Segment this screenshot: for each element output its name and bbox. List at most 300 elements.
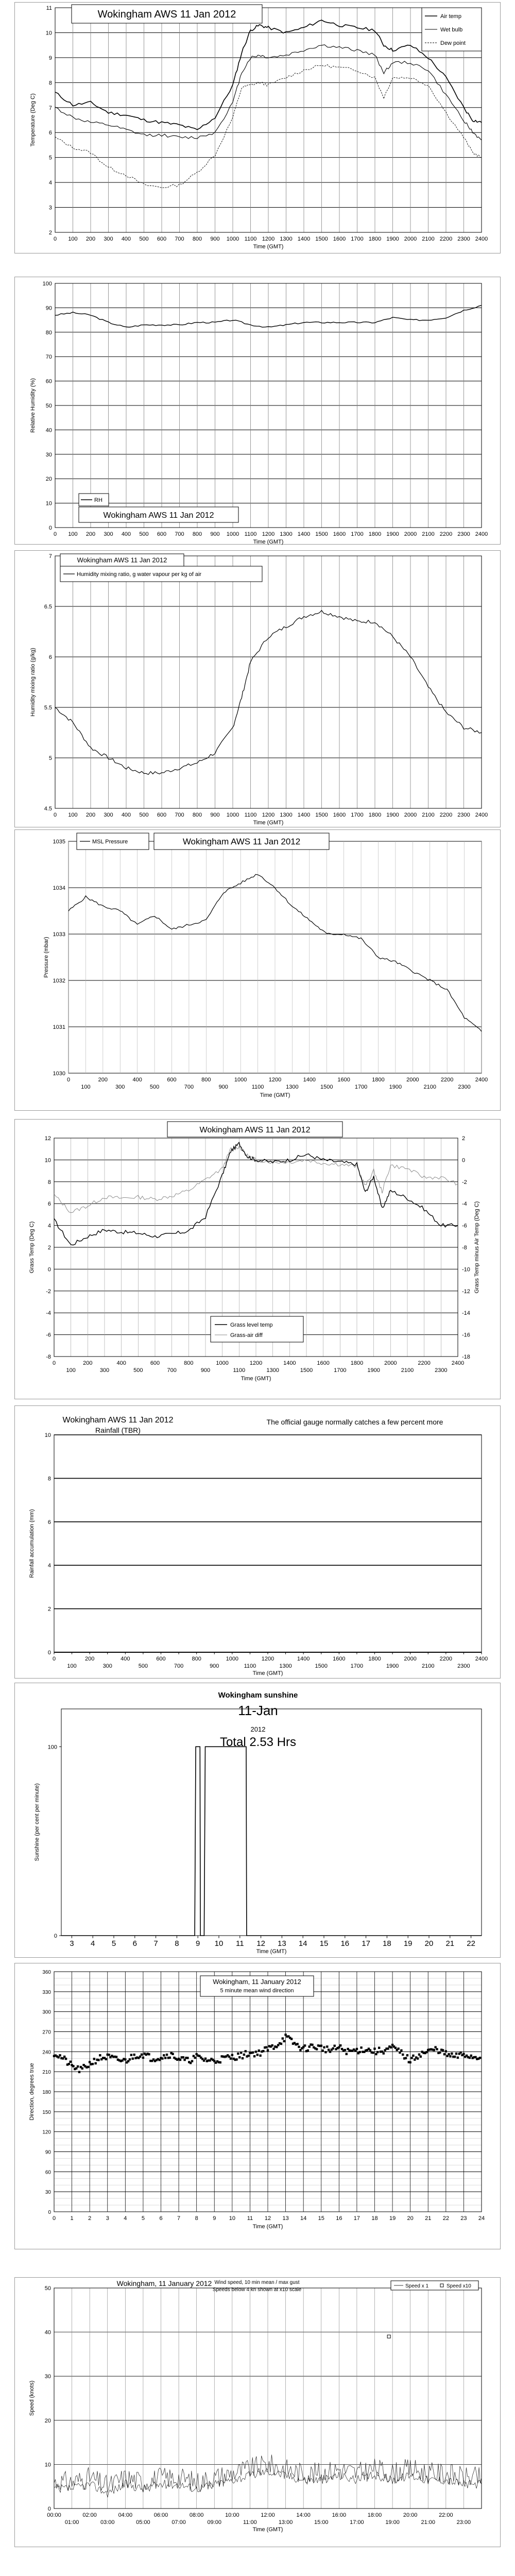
x-tick-label: 1700 — [350, 1663, 364, 1669]
x-tick-label: 300 — [102, 1663, 112, 1669]
data-point — [344, 2049, 346, 2051]
data-point — [329, 2050, 331, 2053]
mixing-ratio-chart — [14, 550, 501, 827]
data-point — [455, 2053, 457, 2055]
data-point — [105, 2058, 107, 2060]
x-tick-label: 1000 — [226, 1656, 239, 1662]
data-point — [191, 2060, 193, 2062]
y2-tick-label: -14 — [462, 1310, 470, 1317]
y-tick-label: 1034 — [53, 885, 65, 891]
x-tick-label: 20 — [424, 1939, 434, 1948]
data-point — [425, 2051, 427, 2053]
data-point — [258, 2049, 260, 2052]
data-point — [323, 2046, 325, 2048]
data-point — [399, 2052, 401, 2054]
x-tick-label: 500 — [133, 1367, 143, 1374]
x-tick-label: 1300 — [286, 1084, 299, 1090]
y-axis-label: Grass Temp (Deg C) — [29, 1221, 35, 1274]
y-axis-label: Direction, degrees true — [29, 2063, 35, 2121]
x-tick-label: 11 — [247, 2215, 253, 2222]
data-point — [129, 2058, 131, 2060]
x-tick-label: 500 — [149, 1084, 160, 1090]
x-tick-label: 22 — [442, 2215, 449, 2222]
x-axis-label: Time (GMT) — [252, 1670, 283, 1676]
x-tick-label: 1400 — [297, 1656, 310, 1662]
x-tick-label: 1900 — [367, 1367, 380, 1374]
data-point — [194, 2057, 196, 2059]
x-tick-label: 1200 — [249, 1360, 263, 1366]
x-tick-label: 1800 — [368, 531, 382, 537]
x-tick-label: 1900 — [389, 1084, 402, 1090]
x-tick-label: 1100 — [244, 236, 257, 242]
data-point — [230, 2057, 232, 2059]
x-tick-label: 6 — [132, 1939, 137, 1948]
x-tick-label: 03:00 — [100, 2519, 115, 2526]
x-tick-label: 1000 — [234, 1077, 247, 1083]
x-tick-label: 1200 — [262, 812, 275, 818]
data-point — [454, 2056, 456, 2058]
data-point — [179, 2059, 181, 2061]
x-tick-label: 11 — [236, 1939, 244, 1948]
x-tick-label: 0 — [53, 236, 57, 242]
x-tick-label: 13 — [282, 2215, 289, 2222]
data-point — [183, 2059, 185, 2061]
plot-border — [54, 1435, 482, 1652]
x-axis-label: Time (GMT) — [256, 1948, 287, 1955]
legend-label: RH — [94, 497, 102, 503]
y-tick-label: 120 — [42, 2129, 51, 2136]
x-tick-label: 18 — [383, 1939, 391, 1948]
x-tick-label: 700 — [175, 531, 184, 537]
data-point — [412, 2055, 414, 2057]
data-point — [397, 2047, 399, 2049]
y-tick-label: 10 — [45, 500, 52, 507]
data-point — [298, 2046, 300, 2048]
x-tick-label: 900 — [210, 812, 220, 818]
x-tick-label: 2300 — [457, 531, 470, 537]
data-point — [324, 2051, 327, 2053]
x-axis-label: Time (GMT) — [253, 820, 284, 826]
data-point — [219, 2061, 221, 2063]
x-tick-label: 11:00 — [243, 2519, 257, 2526]
x-tick-label: 400 — [121, 531, 131, 537]
x-tick-label: 100 — [67, 1663, 77, 1669]
data-point — [256, 2054, 259, 2056]
y2-tick-label: 0 — [462, 1157, 466, 1164]
chart-title: Wokingham AWS 11 Jan 2012 — [103, 511, 214, 520]
x-tick-label: 5 — [111, 1939, 116, 1948]
legend-label: Wet bulb — [440, 27, 463, 33]
rainfall-chart — [14, 1405, 501, 1679]
x-tick-label: 09:00 — [207, 2519, 222, 2526]
data-point — [87, 2066, 89, 2068]
pressure-chart — [14, 829, 501, 1111]
x-tick-label: 17 — [362, 1939, 370, 1948]
data-point — [57, 2056, 59, 2058]
x-tick-label: 200 — [85, 531, 96, 537]
data-point — [390, 2046, 392, 2048]
data-point — [70, 2061, 72, 2063]
data-point — [166, 2054, 168, 2056]
x-tick-label: 200 — [84, 1656, 95, 1662]
x-axis-label: Time (GMT) — [253, 244, 284, 250]
x-tick-label: 0 — [53, 812, 57, 818]
legend-label: Grass level temp — [230, 1322, 273, 1328]
x-tick-label: 2100 — [422, 236, 435, 242]
x-tick-label: 1500 — [315, 531, 328, 537]
data-point — [276, 2046, 278, 2048]
y-tick-label: 10 — [44, 1432, 51, 1438]
chart-annotation: The official gauge normally catches a few percent more — [266, 1418, 443, 1426]
y-tick-label: 1030 — [53, 1071, 65, 1077]
x-axis-label: Time (GMT) — [260, 1092, 290, 1098]
x-tick-label: 05:00 — [136, 2519, 150, 2526]
data-point — [373, 2047, 375, 2049]
y-tick-label: 8 — [47, 1476, 51, 1482]
x-tick-label: 0 — [53, 531, 57, 537]
x-tick-label: 0 — [66, 1077, 71, 1083]
y-tick-label: 240 — [42, 2049, 51, 2056]
data-point — [360, 2046, 362, 2048]
y-tick-label: 0 — [47, 1266, 51, 1273]
data-point — [387, 2335, 390, 2338]
x-tick-label: 600 — [150, 1360, 160, 1366]
y-tick-label: 10 — [44, 1157, 51, 1164]
legend-label: Air temp — [440, 13, 461, 20]
y-axis-label: Pressure (mbar) — [43, 937, 49, 978]
data-point — [307, 2049, 309, 2052]
x-tick-label: 600 — [167, 1077, 177, 1083]
data-point — [182, 2056, 184, 2058]
y-tick-label: 20 — [44, 2417, 51, 2424]
data-point — [164, 2057, 166, 2059]
data-point — [457, 2057, 459, 2059]
y-tick-label: 1031 — [53, 1024, 65, 1030]
y-tick-label: 6 — [47, 1201, 51, 1208]
y-tick-label: 30 — [44, 2374, 51, 2380]
y-tick-label: 20 — [45, 476, 52, 483]
x-tick-label: 9 — [196, 1939, 200, 1948]
x-tick-label: 1800 — [350, 1360, 364, 1366]
y-tick-label: 5 — [48, 155, 52, 161]
data-point — [163, 2054, 165, 2056]
y-tick-label: 6 — [47, 1519, 51, 1526]
x-tick-label: 2100 — [423, 1084, 436, 1090]
y-tick-label: 12 — [44, 1136, 51, 1142]
data-point — [265, 2046, 267, 2048]
chart-subtitle: 5 minute mean wind direction — [220, 1988, 294, 1994]
x-tick-label: 2000 — [384, 1360, 397, 1366]
data-point — [255, 2050, 257, 2053]
x-tick-label: 2200 — [418, 1360, 431, 1366]
y-tick-label: 90 — [45, 2149, 51, 2156]
y-tick-label: -8 — [46, 1354, 51, 1360]
x-tick-label: 400 — [132, 1077, 142, 1083]
chart-title: Wokingham AWS 11 Jan 2012 — [62, 1416, 174, 1425]
legend-label: Speed x 1 — [405, 2283, 429, 2289]
x-tick-label: 400 — [121, 812, 131, 818]
data-point — [387, 2047, 389, 2049]
data-point — [346, 2053, 348, 2055]
x-tick-label: 07:00 — [171, 2519, 186, 2526]
x-tick-label: 1100 — [251, 1084, 264, 1090]
x-tick-label: 16 — [336, 2215, 342, 2222]
x-tick-label: 06:00 — [153, 2512, 168, 2518]
x-tick-label: 800 — [201, 1077, 211, 1083]
data-point — [93, 2058, 95, 2060]
x-tick-label: 700 — [184, 1084, 194, 1090]
data-point — [108, 2054, 110, 2056]
data-point — [252, 2052, 254, 2054]
y-tick-label: 330 — [42, 1989, 51, 1995]
x-tick-label: 3 — [70, 1939, 74, 1948]
data-point — [378, 2047, 380, 2049]
x-tick-label: 800 — [184, 1360, 194, 1366]
x-tick-label: 1600 — [333, 236, 346, 242]
chart-title: Wokingham AWS 11 Jan 2012 — [97, 9, 236, 21]
x-tick-label: 1000 — [216, 1360, 229, 1366]
data-point — [171, 2053, 174, 2055]
data-point — [333, 2045, 335, 2047]
data-point — [59, 2054, 61, 2056]
data-point — [449, 2055, 451, 2057]
legend-label: Grass-air diff — [230, 1332, 263, 1338]
y-tick-label: 30 — [45, 2190, 51, 2196]
x-tick-label: 6 — [159, 2215, 163, 2222]
x-tick-label: 300 — [115, 1084, 125, 1090]
data-point — [203, 2059, 205, 2061]
x-tick-label: 14:00 — [296, 2512, 311, 2518]
x-tick-label: 2300 — [457, 812, 470, 818]
y-tick-label: 0 — [54, 1933, 57, 1939]
data-point — [148, 2053, 150, 2055]
y2-tick-label: -16 — [462, 1332, 470, 1338]
y2-tick-label: -10 — [462, 1266, 470, 1273]
x-tick-label: 16 — [340, 1939, 350, 1948]
y-tick-label: 2 — [47, 1245, 51, 1251]
x-tick-label: 15 — [318, 2215, 324, 2222]
x-tick-label: 12:00 — [261, 2512, 275, 2518]
legend-label: Dew point — [440, 40, 466, 46]
x-tick-label: 200 — [98, 1077, 108, 1083]
data-point — [280, 2043, 282, 2045]
x-tick-label: 500 — [139, 812, 149, 818]
x-tick-label: 3 — [106, 2215, 109, 2222]
x-tick-label: 500 — [138, 1663, 148, 1669]
data-point — [451, 2053, 453, 2055]
x-tick-label: 17:00 — [350, 2519, 364, 2526]
data-point — [369, 2049, 371, 2051]
x-tick-label: 800 — [192, 236, 202, 242]
x-tick-label: 1500 — [320, 1084, 333, 1090]
x-tick-label: 0 — [52, 2215, 56, 2222]
x-tick-label: 1300 — [279, 1663, 292, 1669]
y-tick-label: 8 — [48, 80, 52, 87]
data-point — [328, 2048, 330, 2050]
x-tick-label: 20:00 — [403, 2512, 418, 2518]
x-tick-label: 900 — [210, 531, 220, 537]
x-tick-label: 100 — [68, 812, 78, 818]
data-point — [65, 2058, 67, 2060]
x-tick-label: 02:00 — [82, 2512, 97, 2518]
data-point — [469, 2057, 471, 2059]
data-point — [479, 2057, 481, 2059]
y-tick-label: 70 — [45, 354, 52, 361]
x-tick-label: 15:00 — [314, 2519, 329, 2526]
y-tick-label: 30 — [45, 451, 52, 458]
y-axis-label: Rainfall accumulation (mm) — [29, 1509, 35, 1578]
y-tick-label: 210 — [42, 2070, 51, 2076]
data-point — [89, 2061, 91, 2063]
data-point — [418, 2054, 420, 2056]
y-axis-label: Humidity mixing ratio (g/kg) — [30, 648, 36, 717]
x-tick-label: 100 — [68, 236, 78, 242]
x-tick-label: 1900 — [386, 531, 399, 537]
x-tick-label: 5 — [141, 2215, 145, 2222]
chart-subtitle: 11-Jan — [238, 1703, 278, 1718]
x-tick-label: 20 — [407, 2215, 414, 2222]
x-tick-label: 600 — [157, 531, 167, 537]
x-tick-label: 1600 — [317, 1360, 330, 1366]
x-tick-label: 1700 — [351, 531, 364, 537]
x-tick-label: 10 — [214, 1939, 224, 1948]
x-tick-label: 900 — [200, 1367, 211, 1374]
y-tick-label: 10 — [44, 2462, 51, 2468]
x-tick-label: 14 — [298, 1939, 307, 1948]
x-tick-label: 15 — [319, 1939, 329, 1948]
data-point — [383, 2052, 385, 2054]
x-tick-label: 24 — [478, 2215, 485, 2222]
data-point — [245, 2050, 247, 2052]
data-point — [448, 2053, 450, 2055]
y-tick-label: 40 — [44, 2329, 51, 2336]
y-tick-label: 4 — [47, 1223, 51, 1229]
y2-tick-label: -12 — [462, 1288, 470, 1295]
y-tick-label: 0 — [47, 1650, 51, 1656]
data-point — [433, 2049, 435, 2051]
data-point — [141, 2054, 143, 2056]
temperature-chart — [14, 2, 501, 253]
data-point — [235, 2058, 237, 2060]
x-tick-label: 700 — [175, 812, 184, 818]
y-tick-label: 11 — [46, 5, 52, 11]
data-point — [283, 2040, 285, 2042]
data-point — [320, 2045, 322, 2047]
y-tick-label: 50 — [45, 403, 52, 409]
x-tick-label: 2200 — [439, 1656, 453, 1662]
x-tick-label: 1600 — [333, 1656, 346, 1662]
y-tick-label: 1035 — [53, 839, 65, 845]
x-tick-label: 1900 — [386, 1663, 399, 1669]
x-tick-label: 2400 — [475, 812, 488, 818]
y-tick-label: 50 — [44, 2285, 51, 2292]
x-tick-label: 18:00 — [367, 2512, 382, 2518]
y-tick-label: 0 — [48, 525, 52, 531]
data-point — [358, 2051, 360, 2053]
y2-tick-label: -18 — [462, 1354, 470, 1360]
data-point — [77, 2065, 79, 2067]
data-point — [186, 2057, 188, 2059]
y-tick-label: 0 — [48, 2210, 51, 2215]
y2-tick-label: -2 — [462, 1179, 467, 1185]
x-tick-label: 2100 — [422, 812, 435, 818]
data-point — [445, 2050, 447, 2052]
y-tick-label: 300 — [42, 2009, 51, 2015]
x-tick-label: 900 — [218, 1084, 228, 1090]
data-point — [296, 2043, 298, 2045]
x-tick-label: 23:00 — [456, 2519, 471, 2526]
x-tick-label: 800 — [192, 812, 202, 818]
chart-title: Wokingham, 11 January 2012 — [116, 2279, 212, 2287]
x-tick-label: 300 — [104, 531, 113, 537]
y-tick-label: 6.5 — [44, 604, 52, 610]
y-tick-label: 7 — [48, 105, 52, 111]
x-tick-label: 8 — [195, 2215, 198, 2222]
data-point — [259, 2055, 261, 2057]
x-tick-label: 1400 — [283, 1360, 296, 1366]
y-tick-label: 60 — [45, 2170, 51, 2176]
x-tick-label: 1000 — [226, 531, 239, 537]
legend-label: Speed x10 — [447, 2283, 471, 2289]
y-axis-label: Temperature (Deg C) — [30, 93, 36, 147]
y2-tick-label: 2 — [462, 1136, 466, 1142]
data-point — [414, 2059, 416, 2061]
data-point — [470, 2055, 472, 2057]
x-axis-label: Time (GMT) — [252, 2527, 283, 2533]
x-tick-label: 16:00 — [332, 2512, 347, 2518]
x-tick-label: 1700 — [354, 1084, 368, 1090]
x-axis-label: Time (GMT) — [252, 2224, 283, 2230]
x-tick-label: 2200 — [439, 531, 453, 537]
x-tick-label: 2400 — [475, 236, 488, 242]
data-point — [72, 2065, 74, 2067]
data-point — [400, 2049, 402, 2052]
x-tick-label: 1000 — [226, 236, 239, 242]
x-tick-label: 1 — [70, 2215, 74, 2222]
x-tick-label: 2100 — [401, 1367, 414, 1374]
y-tick-label: 4 — [48, 180, 52, 187]
y-tick-label: 180 — [42, 2090, 51, 2095]
data-point — [161, 2057, 163, 2059]
chart-annotation: Total 2.53 Hrs — [219, 1735, 297, 1749]
data-point — [262, 2050, 264, 2052]
x-tick-label: 23 — [460, 2215, 467, 2222]
data-point — [311, 2044, 313, 2046]
chart-subtitle: Wind speed, 10 min mean / max gust — [214, 2280, 300, 2285]
chart-title: Wokingham AWS 11 Jan 2012 — [182, 837, 301, 847]
y-tick-label: 90 — [45, 305, 52, 312]
x-tick-label: 4 — [91, 1939, 95, 1948]
y-tick-label: 4 — [47, 1563, 51, 1569]
x-tick-label: 1500 — [315, 1663, 328, 1669]
y-tick-label: 100 — [42, 281, 52, 287]
y-axis-label: Speed (knots) — [29, 2380, 35, 2416]
x-axis-label: Time (GMT) — [253, 539, 284, 545]
x-tick-label: 2000 — [406, 1077, 419, 1083]
y-tick-label: 8 — [47, 1179, 51, 1185]
x-tick-label: 700 — [174, 1663, 184, 1669]
x-tick-label: 10:00 — [225, 2512, 239, 2518]
data-point — [436, 2048, 438, 2050]
x-tick-label: 1300 — [266, 1367, 279, 1374]
y-tick-label: 1033 — [53, 931, 65, 938]
x-tick-label: 1400 — [297, 236, 311, 242]
x-tick-label: 1200 — [268, 1077, 282, 1083]
data-point — [253, 2055, 255, 2057]
x-tick-label: 1500 — [315, 236, 328, 242]
x-tick-label: 12 — [256, 1939, 265, 1948]
data-point — [115, 2056, 117, 2058]
